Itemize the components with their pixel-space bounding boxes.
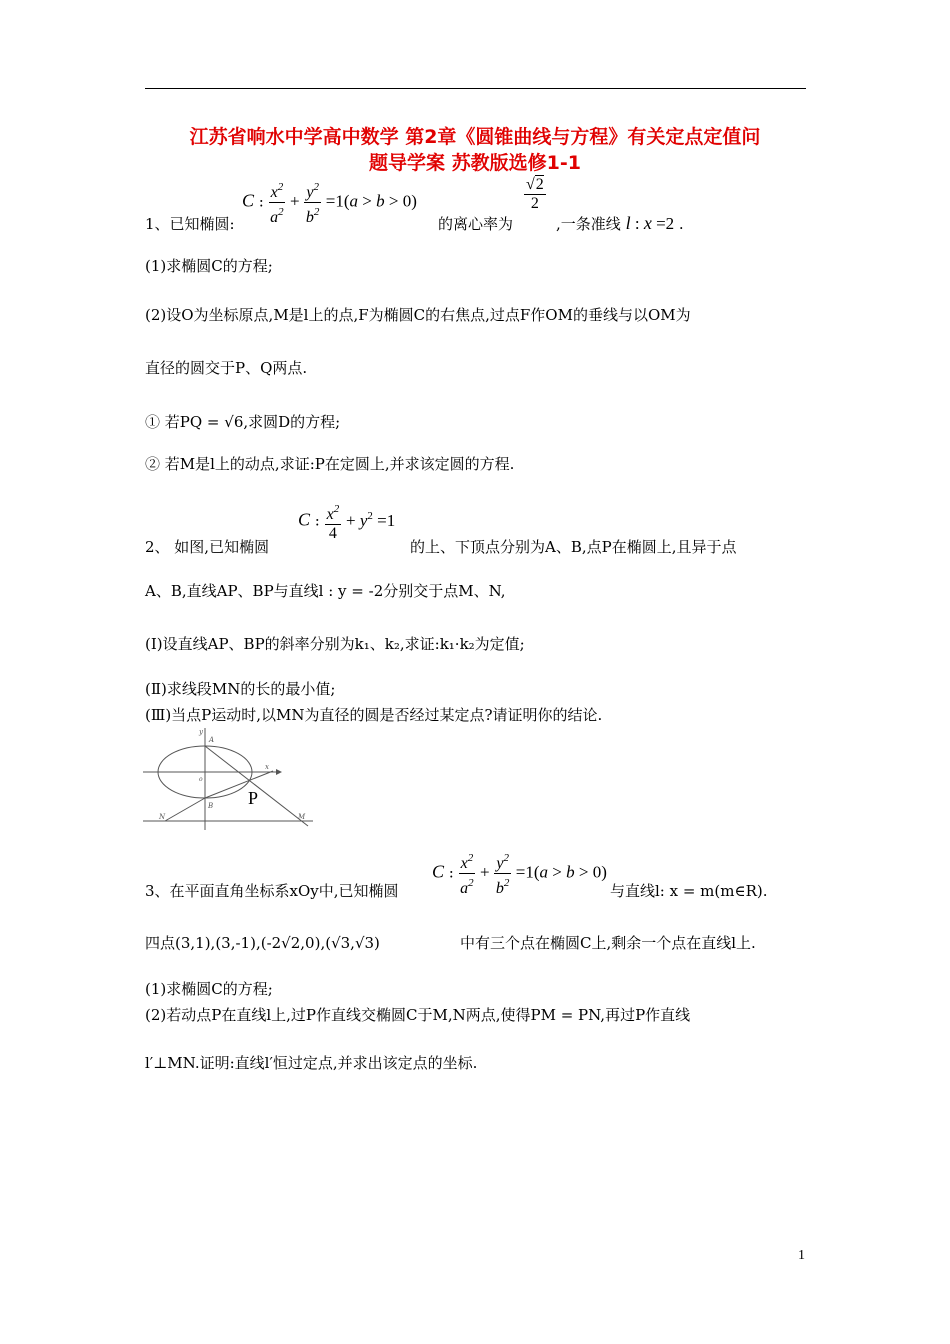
- p1-question-2b: 直径的圆交于P、Q两点.: [145, 359, 308, 377]
- p3-ellipse-equation: C : $\frac{x^2}{a^2}$ + $\frac{y^2}{b^2}$ =1(a > b > 0): [432, 849, 607, 898]
- p3-intro-a: 3、在平面直角坐标系xOy中,已知椭圆: [145, 882, 399, 900]
- p1-question-2a: (2)设O为坐标原点,M是l上的点,F为椭圆C的右焦点,过点F作OM的垂线与以OM为: [145, 306, 691, 324]
- p3-question-2a: (2)若动点P在直线l上,过P作直线交椭圆C于M,N两点,使得PM = PN,再过P作直线: [145, 1006, 691, 1024]
- label-y: y: [199, 728, 203, 736]
- p2-ellipse-equation: C : $\frac{x^2}{4}$ + $y^2 =1$: [298, 500, 395, 543]
- page-number: 1: [798, 1248, 805, 1263]
- label-x: x: [265, 763, 269, 771]
- label-B: B: [208, 802, 214, 810]
- header-rule: [145, 88, 806, 89]
- title-line-2: 题导学案 苏教版选修1-1: [369, 152, 581, 174]
- p1-question-1: (1)求椭圆C的方程;: [145, 257, 273, 275]
- title-line-1: 江苏省响水中学高中数学 第2章《圆锥曲线与方程》有关定点定值问: [189, 126, 761, 148]
- p2-intro-a: 2、 如图,已知椭圆: [145, 538, 270, 556]
- p1-intro: [145, 213, 235, 234]
- label-P: P: [248, 788, 259, 808]
- p3-question-1: (1)求椭圆C的方程;: [145, 980, 273, 998]
- x-axis-arrow: [276, 769, 282, 775]
- document-title: [140, 124, 810, 176]
- line-BP: [205, 771, 273, 798]
- label-N: N: [159, 813, 166, 821]
- label-M: M: [298, 813, 306, 821]
- p1-question-2-ii: ② 若M是l上的动点,求证:P在定圆上,并求该定圆的方程.: [145, 455, 515, 473]
- label-A: A: [209, 736, 215, 744]
- p1-question-2-i: ① 若PQ = √6,求圆D的方程;: [145, 413, 341, 431]
- p1-ellipse-equation: C : $\frac{x^2}{a^2}$ + $\frac{y^2}{b^2}$ =1(a > b > 0): [242, 178, 417, 227]
- p2-line-2: A、B,直线AP、BP与直线l : y = -2分别交于点M、N,: [145, 582, 506, 600]
- ellipse-figure: [143, 726, 318, 832]
- p1-eccentricity-value: $\frac{√2}{2}$: [526, 176, 544, 212]
- p3-points-b: 中有三个点在椭圆C上,剩余一个点在直线l上.: [460, 934, 756, 952]
- p2-question-III: (Ⅲ)当点P运动时,以MN为直径的圆是否经过某定点?请证明你的结论.: [145, 706, 603, 724]
- p2-question-I: (Ⅰ)设直线AP、BP的斜率分别为k₁、k₂,求证:k₁·k₂为定值;: [145, 635, 525, 653]
- p3-question-2b: l′⊥MN.证明:直线l′恒过定点,并求出该定点的坐标.: [145, 1054, 478, 1072]
- p1-eccentricity-text: 的离心率为: [438, 215, 514, 233]
- p3-intro-b: 与直线l: x = m(m∈R).: [610, 882, 768, 900]
- p2-question-II: (Ⅱ)求线段MN的长的最小值;: [145, 680, 336, 698]
- label-O: o: [199, 776, 203, 783]
- p1-directrix: ,一条准线 l : x =2 .: [556, 213, 684, 233]
- line-AP: [205, 746, 308, 826]
- p2-intro-b: 的上、下顶点分别为A、B,点P在椭圆上,且异于点: [410, 538, 737, 556]
- line-BN: [165, 798, 205, 821]
- p1-intro-a: 1、已知椭圆:: [145, 215, 235, 233]
- p3-points-a: 四点(3,1),(3,-1),(-2√2,0),(√3,√3): [145, 934, 380, 952]
